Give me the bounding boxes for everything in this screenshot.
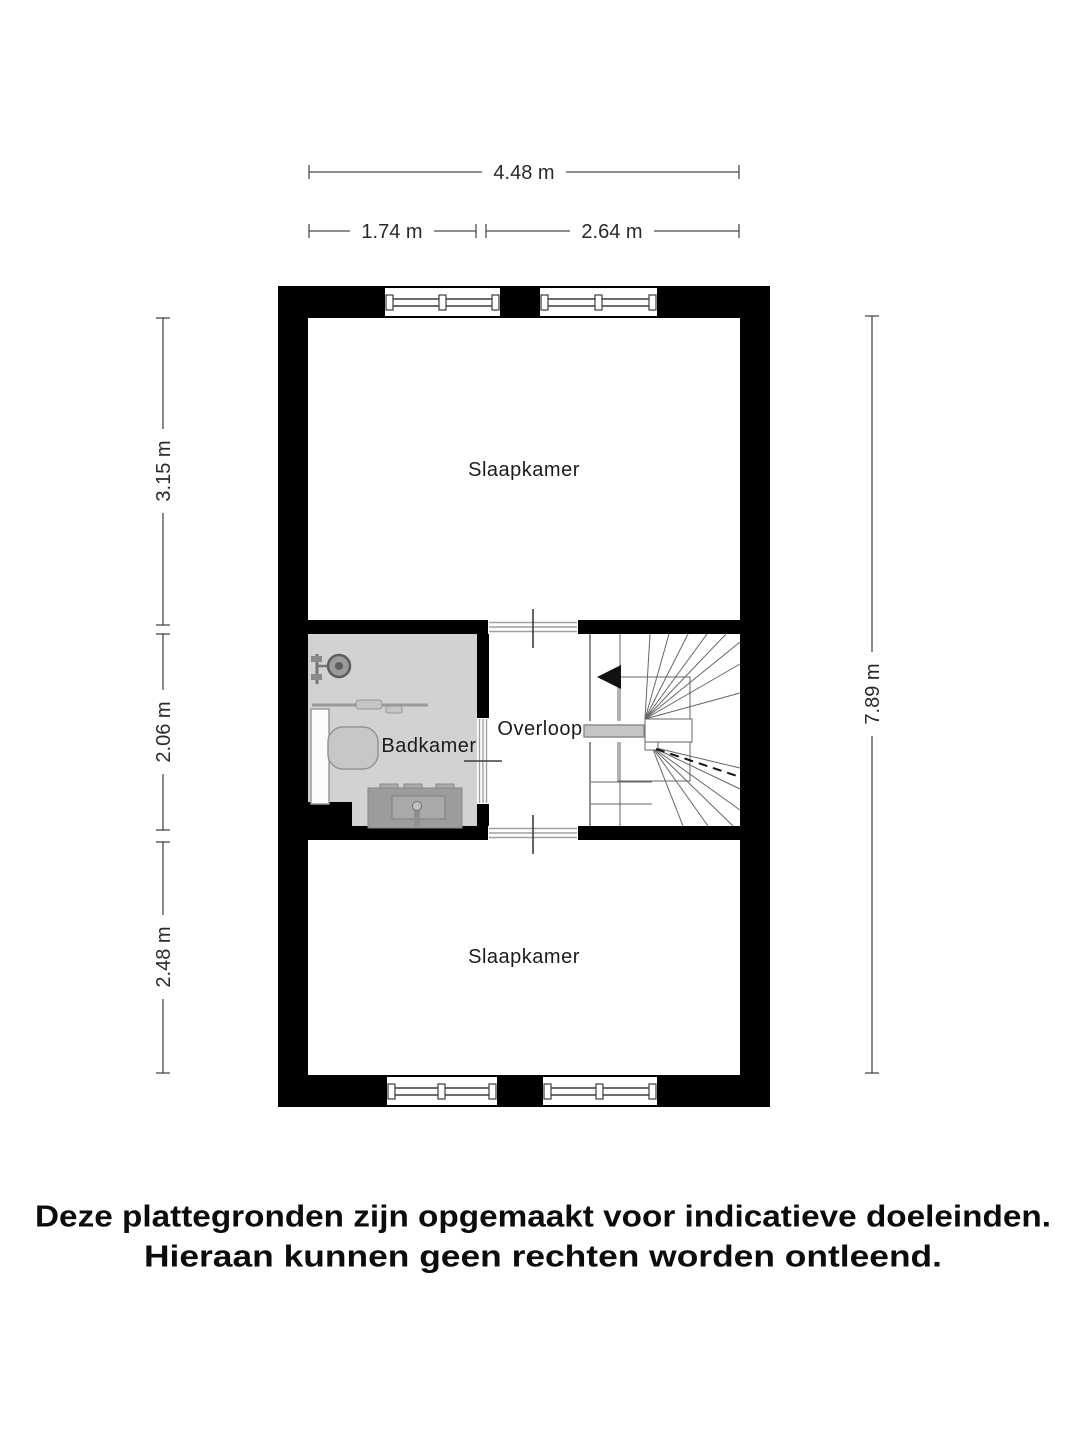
dimension-label-total-depth: 7.89 m <box>862 663 884 725</box>
room-label-landing: Overloop <box>497 718 583 740</box>
dimension-middle-depth <box>150 634 176 830</box>
room-label-bedroom-top: Slaapkamer <box>468 459 580 481</box>
dimension-label-landing-stairs-width: 2.64 m <box>581 221 643 243</box>
dimension-label-bedroom-bottom-depth: 2.48 m <box>153 926 175 988</box>
dimension-total-width <box>309 159 739 185</box>
dimension-label-bedroom-top-depth: 3.15 m <box>153 440 175 502</box>
dimension-bedroom-top-depth <box>150 318 176 625</box>
dimension-label-middle-depth: 2.06 m <box>153 701 175 763</box>
wall-bathroom-corner-stub <box>308 802 352 840</box>
dimension-label-bathroom-width: 1.74 m <box>361 221 423 243</box>
radiator-icon <box>311 709 329 804</box>
disclaimer-line-1: Deze plattegronden zijn opgemaakt voor indicatieve doeleinden. <box>35 1198 1051 1234</box>
winder-staircase-icon <box>582 634 740 826</box>
stair-newel-landing <box>645 719 692 742</box>
wall-left <box>278 286 308 1107</box>
wall-bathroom-landing-lower <box>477 804 489 840</box>
vanity-sink-icon <box>368 784 462 828</box>
wall-bedroomtop-middle-right <box>578 620 740 634</box>
toilet-icon <box>328 727 378 769</box>
dimension-label-total-width: 4.48 m <box>493 162 555 184</box>
room-label-bedroom-bottom: Slaapkamer <box>468 946 580 968</box>
window-icon <box>540 288 657 316</box>
floor-plan <box>278 286 770 1107</box>
wall-top <box>278 286 770 318</box>
wall-right <box>740 286 770 1107</box>
wall-bottom <box>278 1075 770 1107</box>
dimension-bathroom-width <box>309 218 476 244</box>
window-icon <box>387 1077 497 1105</box>
wall-bathroom-landing-upper <box>477 620 489 718</box>
wall-middle-bedroombottom-right <box>578 826 740 840</box>
dimension-bedroom-bottom-depth <box>150 842 176 1073</box>
stair-step-notch <box>645 742 658 750</box>
dimension-landing-stairs-width <box>486 218 739 244</box>
room-label-bathroom: Badkamer <box>381 735 477 757</box>
disclaimer-line-2: Hieraan kunnen geen rechten worden ontleend. <box>144 1238 942 1274</box>
window-icon <box>385 288 500 316</box>
dimension-total-depth <box>859 316 885 1073</box>
disclaimer <box>35 1199 1051 1274</box>
window-icon <box>543 1077 657 1105</box>
stair-handrail <box>584 725 644 737</box>
wall-bedroomtop-middle-left <box>308 620 488 634</box>
